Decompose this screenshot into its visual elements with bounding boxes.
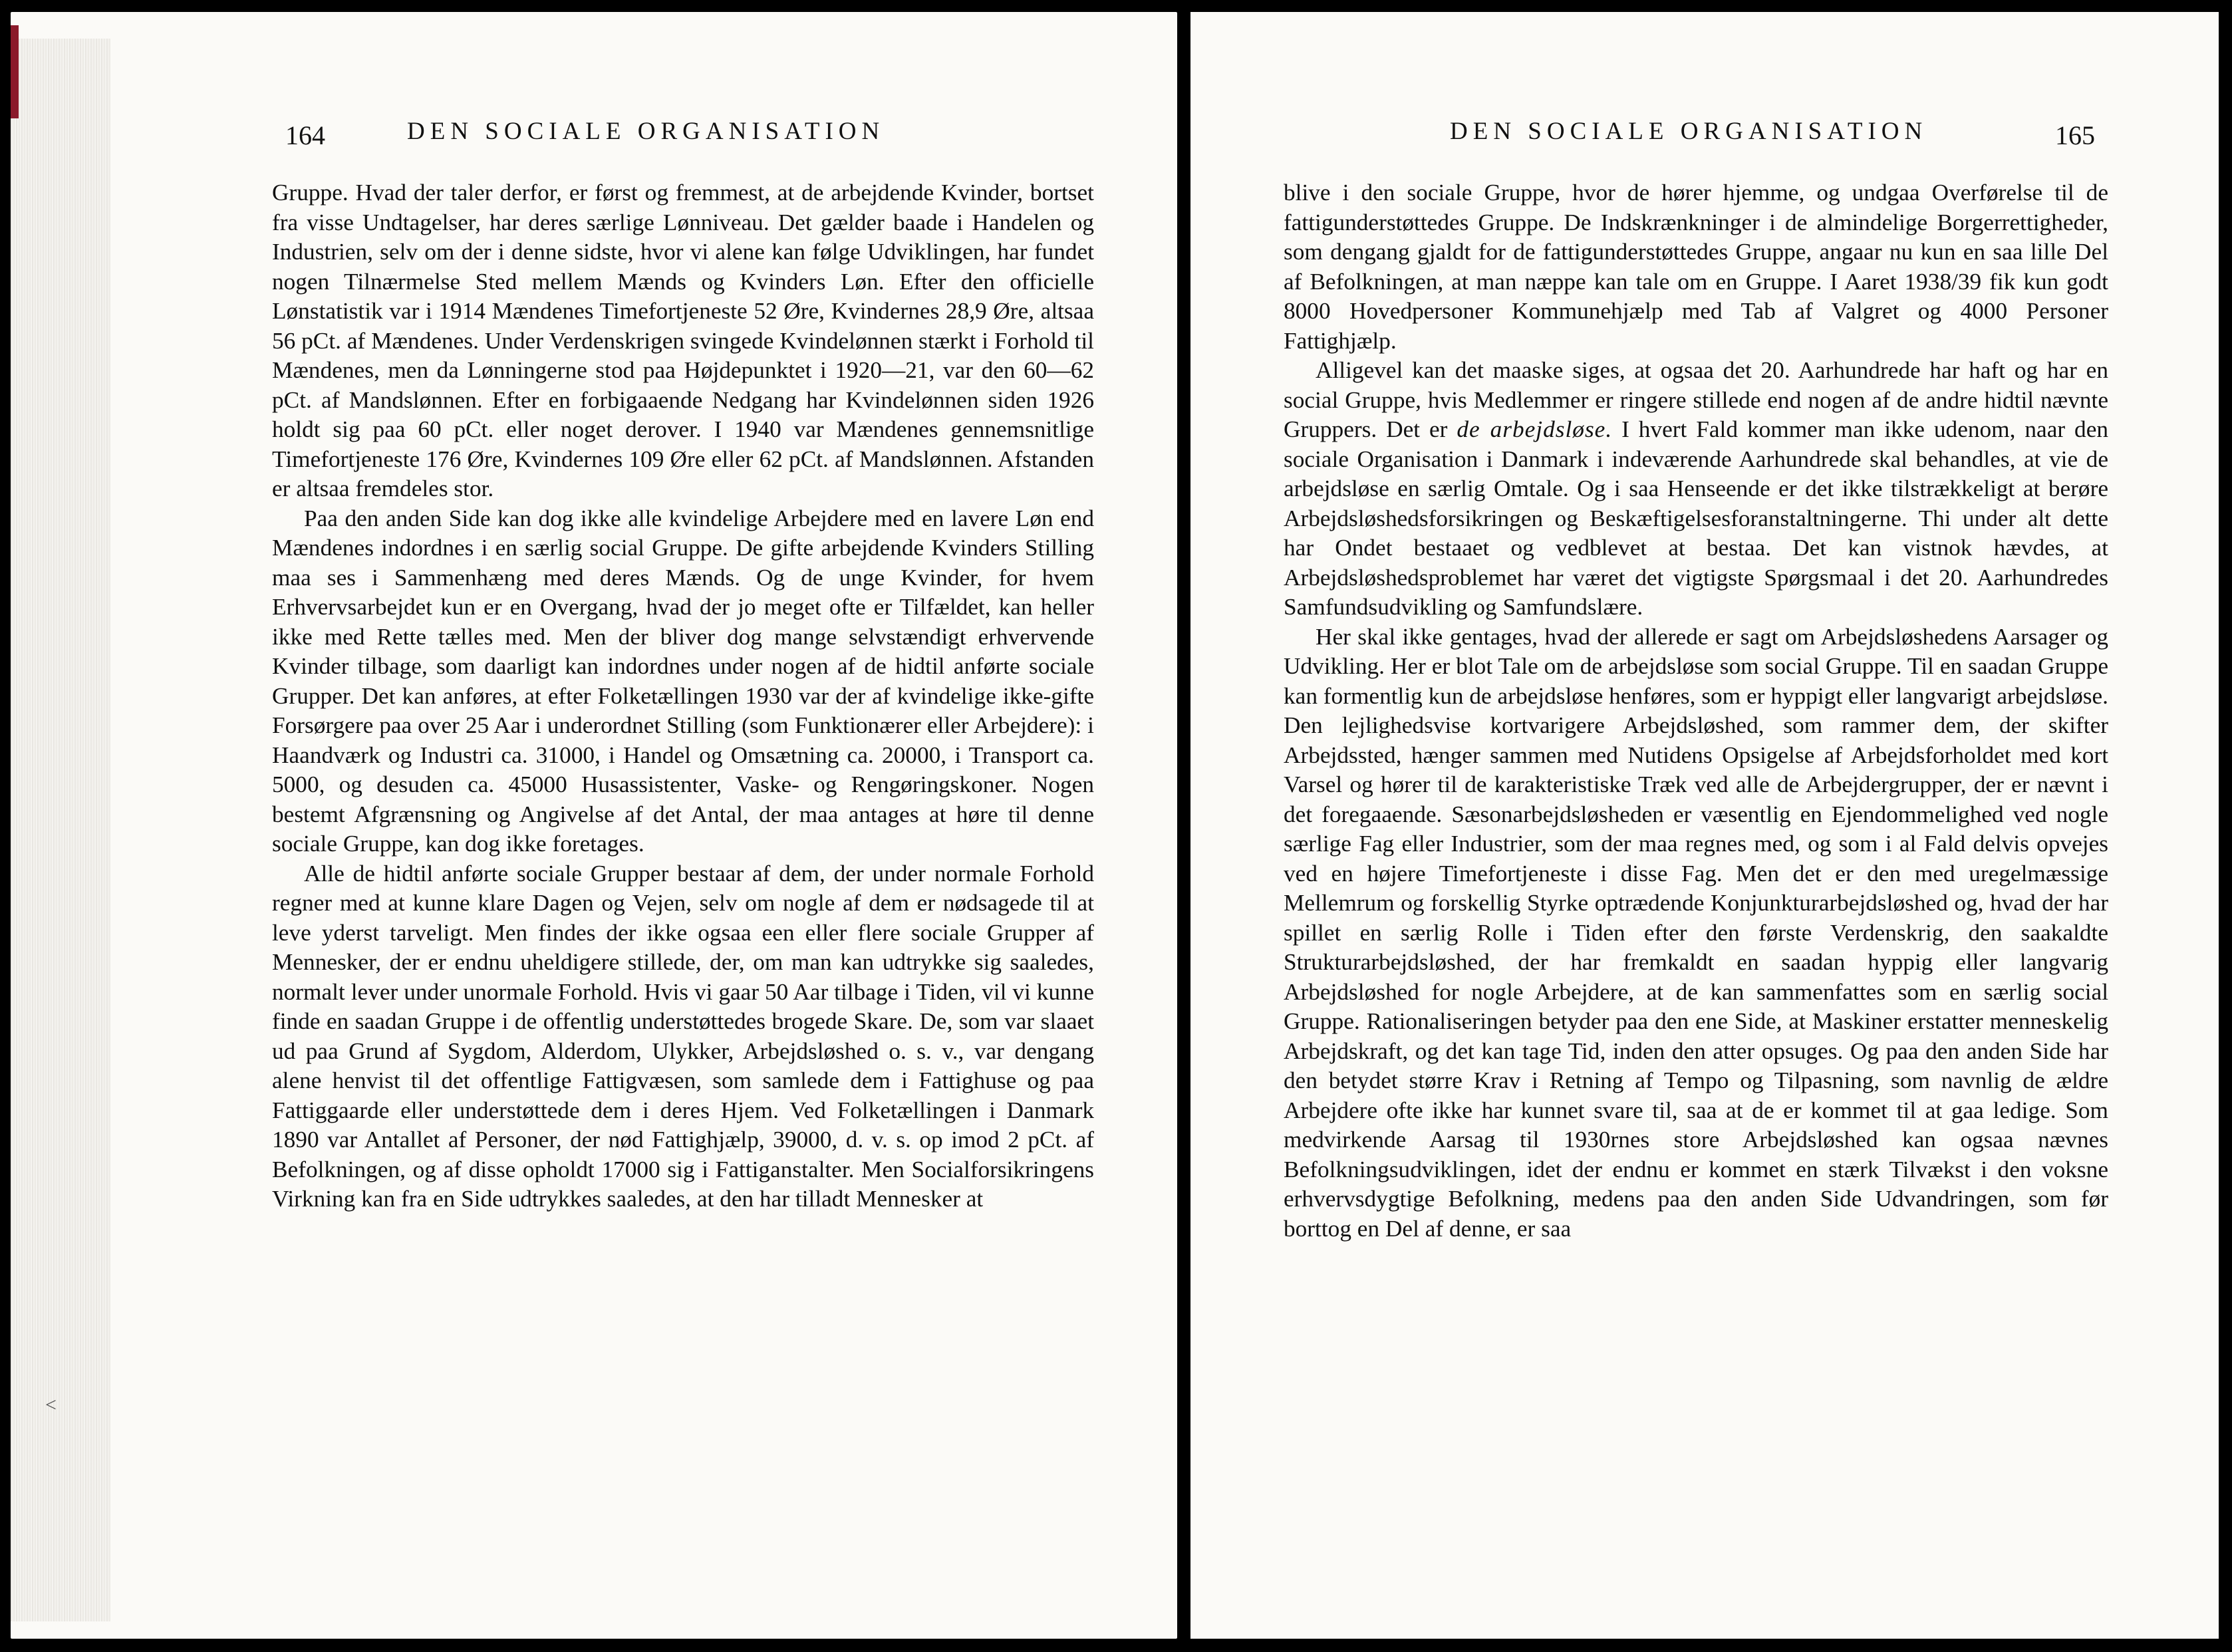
right-page [1190,12,2219,1639]
body-text [1284,178,2108,1244]
page-number: 164 [285,120,325,150]
emphasis: de arbejdsløse. [1457,416,1613,442]
paragraph: Paa den anden Side kan dog ikke alle kvindelige Arbejdere med en lavere Løn end Mændenes indordnes i en særlig social Gruppe. De gifte arbejdende Kvinders Stilling maa ses i Sammenhæng med deres Mænds. Og de unge Kvinder, for hvem Erhvervsarbejdet kun er en Overgang, hvad der jo meget ofte er Tilfældet, kan heller ikke med Rette tælles med. Men der bliver dog mange selvstændigt erhvervende Kvinder tilbage, som daarligt kan indordnes under nogen af de hidtil anførte sociale Grupper. Det kan anføres, at efter Folketællingen 1930 var der af kvindelige ikke-gifte Forsørgere paa over 25 Aar i underordnet Stilling (som Funktionærer eller Arbejdere): i Haandværk og Industri ca. 31000, i Handel og Omsætning ca. 20000, i Transport ca. 5000, og desuden ca. 45000 Husassistenter, Vaske- og Rengøringskoner. Nogen bestemt Afgrænsning og Angivelse af det Antal, der maa antages at høre til denne sociale Gruppe, kan dog ikke foretages. [272,505,1094,857]
running-header: DEN SOCIALE ORGANISATION [407,118,885,145]
page-number: 165 [2055,120,2095,150]
binding-edge [11,25,19,118]
paragraph: Her skal ikke gentages, hvad der allerede er sagt om Arbejdsløshedens Aarsager og Udvikling. Her er blot Tale om de arbejdsløse som social Gruppe. Til en saadan Gruppe kan formentlig kun de arbejdsløse henføres, som er hyppigt eller langvarigt arbejdsløse. Den lejlighedsvise kortvarigere Arbejdsløshed, som rammer dem, der skifter Arbejdssted, hænger sammen med Nutidens Opsigelse af Arbejdsforholdet med kort Varsel og hører til de karakteristiske Træk ved alle de Arbejdergrupper, der er nævnt i det foregaaende. Sæsonarbejdsløsheden er væsentlig en Ejendommelighed ved nogle særlige Fag eller Industrier, som der maa regnes med, og som i al Fald delvis opvejes ved en højere Timefortjeneste i disse Fag. Men det er den med uregelmæssige Mellemrum og forskellig Styrke optrædende Konjunkturarbejdsløshed og, hvad der har spillet en særlig Rolle i Tiden efter den første Verdenskrig, den saakaldte Strukturarbejdsløshed, der har fremkaldt en saadan hyppig eller langvarig Arbejdsløshed for nogle Arbejdere, at de kan sammenfattes som en særlig social Gruppe. Rationaliseringen betyder paa den ene Side, at Maskiner erstatter menneskelig Arbejdskraft, og det kan tage Tid, inden den atter opsuges. Og paa den anden Side har den betydet større Krav i Retning af Tempo og Tilpasning, som navnlig de ældre Arbejdere ofte ikke har kunnet svare til, saa at de er kommet til at gaa ledige. Som medvirkende Aarsag til 1930rnes store Arbejdsløshed kan ogsaa nævnes Befolkningsudviklingen, idet der endnu er kommet en stærk Tilvækst i den voksne erhvervsdygtige Befolkning, medens paa den anden Side Udvandringen, som før borttog en Del af denne, er saa [1284,623,2108,1242]
page-edges [11,39,110,1621]
paragraph: Alligevel kan det maaske siges, at ogsaa det 20. Aarhundrede har haft og har en social Gruppe, hvis Medlemmer er ringere stillede end nogen af de andre hidtil nævnte Gruppers. Det er de arbejdsløse. I hvert Fald kommer man ikke udenom, naar den sociale Organisation i Danmark i indeværende Aarhundrede skal behandles, at vie de arbejdsløse en særlig Omtale. Og i saa Henseende er det ikke tilstrækkeligt at berøre Arbejdsløshedsforsikringen og Beskæftigelsesforanstaltningerne. Thi under alt dette har Ondet bestaaet og vedblevet at bestaa. Det kan vistnok hævdes, at Arbejdsløshedsproblemet har været det vigtigste Spørgsmaal i det 20. Aarhundredes Samfundsudvikling og Samfundslære. [1284,357,2109,620]
paragraph: Alle de hidtil anførte sociale Grupper bestaar af dem, der under normale Forhold regner med at kunne klare Dagen og Vejen, selv om nogle af dem er nødsagede til at leve yderst tarveligt. Men findes der ikke ogsaa een eller flere sociale Grupper af Mennesker, der er endnu uheldigere stillede, der, om man kan udtrykke sig saaledes, normalt lever under unormale Forhold. Hvis vi gaar 50 Aar tilbage i Tiden, vil vi kunne finde en saadan Gruppe i de offentlig understøttedes brogede Skare. De, som var slaaet ud paa Grund af Sygdom, Alderdom, Ulykker, Arbejdsløshed o. s. v., var dengang alene henvist til det offentlige Fattigvæsen, som samlede dem i Fattighuse og paa Fattiggaarde eller understøttede dem i deres Hjem. Ved Folketællingen i Danmark 1890 var Antallet af Personer, der nød Fattighjælp, 39000, d. v. s. op imod 2 pCt. af Befolkningen, og af disse opholdt 17000 sig i Fattiganstalter. Men Socialforsikringens Virkning kan fra en Side udtrykkes saaledes, at den har tilladt Mennesker at [272,860,1094,1212]
running-header: DEN SOCIALE ORGANISATION [1450,118,1928,145]
left-page [11,12,1177,1639]
paragraph: blive i den sociale Gruppe, hvor de hører hjemme, og undgaa Overførelse til de fattigunderstøttedes Gruppe. De Indskrænkninger i de almindelige Borgerrettigheder, som dengang gjaldt for de fattigunderstøttedes Gruppe, angaar nu kun en saa lille Del af Befolkningen, at man næppe kan tale om en Gruppe. I Aaret 1938/39 fik kun godt 8000 Hovedpersoner Kommunehjælp med Tab af Valgret og 4000 Personer Fattighjælp. [1284,180,2108,354]
body-text [272,178,1094,1214]
paragraph: Gruppe. Hvad der taler derfor, er først og fremmest, at de arbejdende Kvinder, bortset fra visse Undtagelser, har deres særlige Lønniveau. Det gælder baade i Handelen og Industrien, selv om der i denne sidste, hvor vi alene kan følge Udviklingen, har fundet nogen Tilnærmelse Sted mellem Mænds og Kvinders Løn. Efter den officielle Lønstatistik var i 1914 Mændenes Timefortjeneste 52 Øre, Kvindernes 28,9 Øre, altsaa 56 pCt. af Mændenes. Under Verdenskrigen svingede Kvindelønnen stærkt i Forhold til Mændenes, men da Lønningerne stod paa Højdepunktet i 1920—21, var den 60—62 pCt. af Mandslønnen. Efter en forbigaaende Nedgang har Kvindelønnen siden 1926 holdt sig paa 60 pCt. eller noget derover. I 1940 var Mændenes gennemsnitlige Timefortjeneste 176 Øre, Kvindernes 109 Øre eller 62 pCt. af Mandslønnen. Afstanden er altsaa fremdeles stor. [272,180,1094,501]
margin-mark: < [45,1394,57,1416]
